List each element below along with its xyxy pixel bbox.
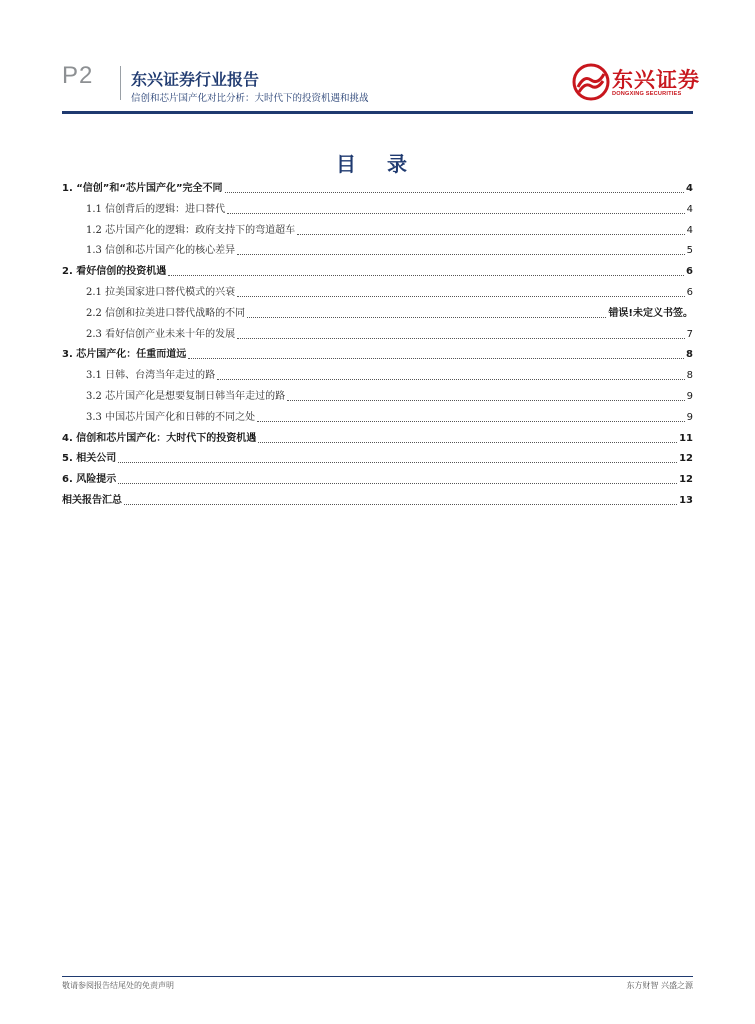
toc-entry[interactable] [62,430,693,446]
toc-entry-page: 7 [686,328,693,340]
toc-leader-dots [247,316,606,318]
toc-leader-dots [188,357,684,359]
logo-name: 东兴证券 [612,68,700,92]
toc-leader-dots [124,503,677,505]
toc-entry[interactable] [62,367,693,383]
toc-leader-dots [225,191,685,193]
toc-entry[interactable] [62,305,693,321]
toc-leader-dots [287,399,685,401]
toc-entry-page: 8 [686,370,693,382]
toc-leader-dots [217,378,685,380]
header-rule [62,111,693,114]
toc-entry-page: 8 [686,349,693,361]
toc-entry-page: 4 [686,224,693,236]
toc-leader-dots [237,337,685,339]
toc-entry[interactable] [62,180,693,196]
toc-entry-label: 6. 风险提示 [62,474,117,486]
toc-entry-label: 1.3 信创和芯片国产化的核心差异 [86,245,236,257]
toc-leader-dots [237,253,685,255]
toc-entry[interactable] [62,409,693,425]
toc-entry-label: 2.1 拉美国家进口替代模式的兴衰 [86,287,236,298]
toc-entry-page: 6 [686,266,693,278]
toc-entry-page: 4 [686,183,693,194]
toc-entry-page: 4 [686,203,693,215]
toc-entry[interactable] [62,242,693,258]
dongxing-emblem-icon [572,63,610,101]
toc-leader-dots [168,274,684,276]
toc-entry-label: 2.3 看好信创产业未来十年的发展 [86,328,236,340]
report-name: 东兴证券行业报告 [131,70,260,89]
toc-entry-label: 1. “信创”和“芯片国产化”完全不同 [62,183,223,194]
toc-entry-page: 13 [679,495,693,506]
logo-english: DONGXING SECURITIES [612,91,682,97]
toc-entry-label: 相关报告汇总 [62,495,122,506]
toc-entry-page: 错误!未定义书签。 [608,307,693,319]
toc-entry-page: 9 [686,391,693,402]
header-divider [120,66,121,100]
toc-entry-label: 2. 看好信创的投资机遇 [62,266,167,278]
toc-leader-dots [118,482,677,484]
toc-leader-dots [118,461,677,463]
company-logo [572,62,702,104]
toc-entry[interactable] [62,263,693,279]
toc-entry-label: 3.1 日韩、台湾当年走过的路 [86,370,216,382]
toc-entry-label: 2.2 信创和拉美进口替代战略的不同 [86,307,246,319]
toc-entry-page: 12 [679,474,693,486]
toc-title: 目 录 [336,152,419,176]
toc-entry[interactable] [62,492,693,508]
toc-leader-dots [227,212,685,214]
toc-leader-dots [297,233,685,235]
toc-entry-label: 3.2 芯片国产化是想要复制日韩当年走过的路 [86,391,286,402]
toc-entry[interactable] [62,222,693,238]
toc-entry[interactable] [62,201,693,217]
toc-entry[interactable] [62,346,693,362]
toc-entry-page: 5 [686,245,693,257]
toc-entry-page: 12 [679,453,693,465]
footer-rule [62,976,693,977]
toc-entry-page: 6 [686,287,693,298]
toc-leader-dots [258,441,677,443]
toc-leader-dots [257,420,685,422]
toc-entry-label: 5. 相关公司 [62,453,117,465]
toc-entry-label: 1.1 信创背后的逻辑：进口替代 [86,203,226,215]
toc-entry[interactable] [62,284,693,300]
toc-leader-dots [237,295,685,297]
report-subtitle: 信创和芯片国产化对比分析：大时代下的投资机遇和挑战 [131,93,369,104]
toc-entry-label: 4. 信创和芯片国产化：大时代下的投资机遇 [62,432,257,444]
toc-entry[interactable] [62,326,693,342]
toc-entry-label: 1.2 芯片国产化的逻辑：政府支持下的弯道超车 [86,224,296,236]
toc-entry-label: 3.3 中国芯片国产化和日韩的不同之处 [86,411,256,423]
toc-entry-page: 9 [686,411,693,423]
page-number: P2 [62,62,94,89]
toc-entry[interactable] [62,450,693,466]
toc-entry[interactable] [62,388,693,404]
toc-entry-page: 11 [679,432,693,444]
toc-entry[interactable] [62,471,693,487]
footer-disclaimer: 敬请参阅报告结尾处的免责声明 [62,981,174,990]
toc-entry-label: 3. 芯片国产化：任重而道远 [62,349,187,361]
footer-slogan: 东方财智 兴盛之源 [626,981,693,990]
